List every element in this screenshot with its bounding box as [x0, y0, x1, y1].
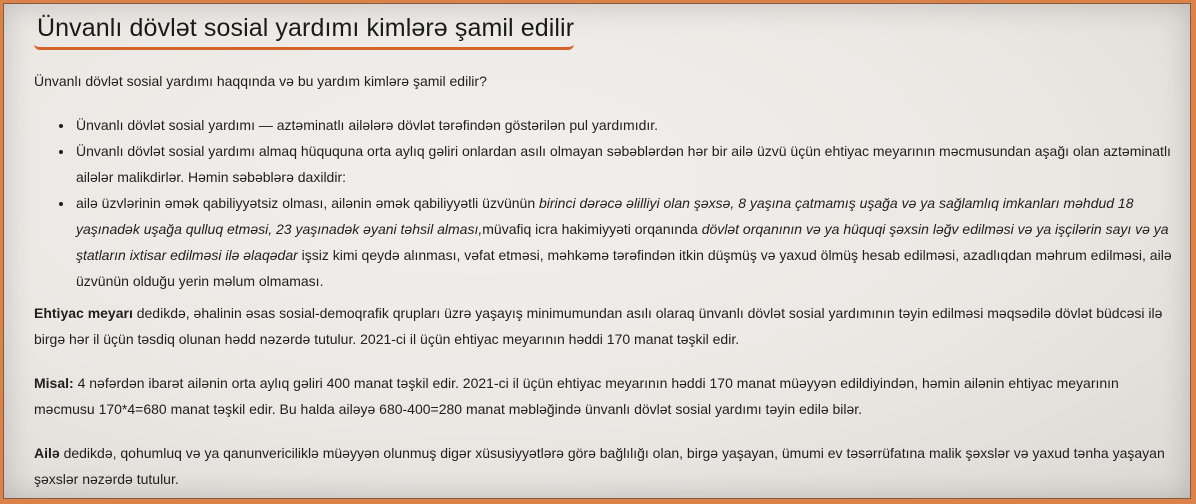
term-bold: Ailə: [34, 445, 60, 461]
list-item-text: işsiz kimi qeydə alınması, vəfat etməsi, məhkəmə tərəfindən itkin düşmüş və yaxud ölmüş hesab edilməsi, azadlıqdan məhrum edilməsi, ailə üzvünün olduğu yerin məlum olmaması.: [76, 247, 1172, 289]
paragraph-text: dedikdə, əhalinin əsas sosial-demoqrafik qrupları üzrə yaşayış minimumundan asılı olaraq ünvanlı dövlət sosial yardımının təyin edilməsi məqsədilə dövlət büdcəsi ilə birgə hər il üçün təsdiq olunan hədd nəzərdə tutulur. 2021-ci il üçün ehtiyac meyarının həddi 170 manat təşkil edir.: [34, 305, 1163, 347]
paragraph-text: dedikdə, qohumluq və ya qanunvericiliklə müəyyən olunmuş digər xüsusiyyətlərə görə bağlılığı olan, birgə yaşayan, ümumi ev təsərrüfatına malik şəxslər və yaxud tənha yaşayan şəxslər nəzərdə tutulur.: [34, 445, 1165, 487]
need-criterion-paragraph: [34, 300, 1179, 352]
list-item-italic-text: birinci dərəcə əlilliyi olan şəxsə, 8 yaşına çatmamış uşağa və ya sağlamlıq imkanları məhdud 18 yaşınadək uşağa qulluq etməsi, 23 yaşınadək əyani təhsil alması,: [76, 195, 1134, 237]
list-item-italic-text: dövlət orqanının və ya hüquqi şəxsin ləğv edilməsi və ya işçilərin sayı və ya ştatların ixtisar edilməsi ilə əlaqədar: [76, 221, 1169, 263]
screenshot-frame: [3, 3, 1191, 499]
family-paragraph: [34, 440, 1179, 492]
paragraph-text: 4 nəfərdən ibarət ailənin orta aylıq gəliri 400 manat təşkil edir. 2021-ci il üçün ehtiyac meyarının həddi 170 manat müəyyən edildiyindən, həmin ailənin ehtiyac meyarının məcmusu 170*4=680 manat təşkil edir. Bu halda ailəyə 680-400=280 manat məbləğində ünvanlı dövlət sosial yardımı təyin edilə bilər.: [34, 375, 1119, 417]
list-item: • Ünvanlı dövlət sosial yardımı almaq hüququna orta aylıq gəliri onlardan asılı olmayan səbəblərdən hər bir ailə üzvü üçün ehtiyac meyarının məcmusundan aşağı olan aztəminatlı ailələr malikdirlər. Həmin səbəblərə daxildir:: [74, 138, 1179, 190]
list-item: • Ünvanlı dövlət sosial yardımı — aztəminatlı ailələrə dövlət tərəfindən göstərilən pul yardımıdır.: [74, 112, 1179, 138]
term-bold: Ehtiyac meyarı: [34, 305, 133, 321]
list-item: [74, 190, 1179, 294]
example-paragraph: [34, 370, 1179, 422]
list-item-text: müvafiq icra hakimiyyəti orqanında: [482, 221, 702, 237]
criteria-list: [34, 112, 1179, 294]
term-bold: Misal:: [34, 375, 74, 391]
page-title: Ünvanlı dövlət sosial yardımı kimlərə şamil edilir: [34, 14, 574, 50]
article: [34, 14, 1179, 492]
intro-paragraph: Ünvanlı dövlət sosial yardımı haqqında və bu yardım kimlərə şamil edilir?: [34, 73, 487, 89]
list-item-text: ailə üzvlərinin əmək qabiliyyətsiz olması, ailənin əmək qabiliyyətli üzvünün: [76, 195, 539, 211]
